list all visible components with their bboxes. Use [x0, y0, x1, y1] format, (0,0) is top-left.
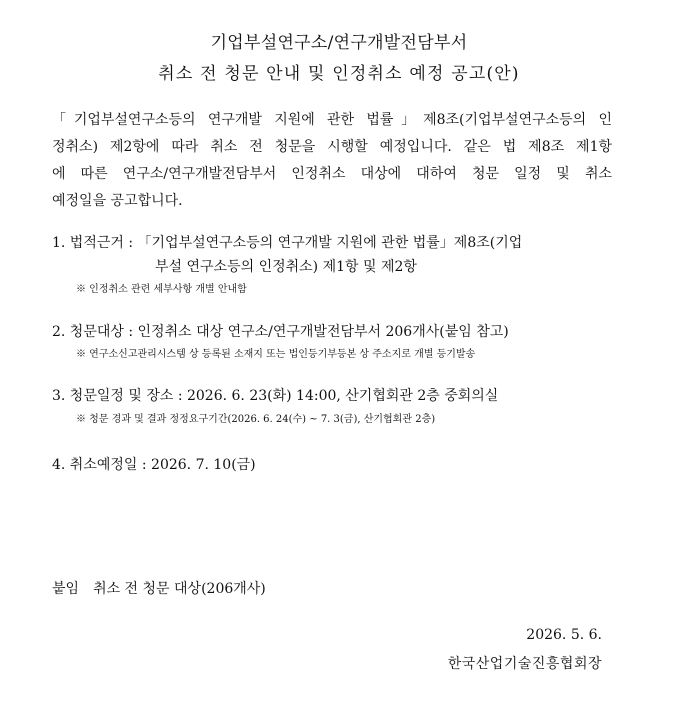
item-2-line-1: 2. 청문대상 : 인정취소 대상 연구소/연구개발전담부서 206개사(붙임 참고) — [52, 324, 509, 340]
intro-line-4: 예정일을 공고합니다. — [52, 193, 183, 209]
item-hearing-target — [52, 320, 509, 344]
item-1-line-2: 부설 연구소등의 인정취소) 제1항 및 제2항 — [155, 259, 417, 275]
item-cancellation-date — [52, 453, 256, 477]
item-4-line-1: 4. 취소예정일 : 2026. 7. 10(금) — [52, 457, 256, 473]
attachment-text: 취소 전 청문 대상(206개사) — [93, 581, 266, 597]
item-2-note: ※ 연구소신고관리시스템 상 등록된 소재지 또는 법인등기부등본 상 주소지로 개별 등기발송 — [76, 349, 476, 360]
issuer-name: 한국산업기술진흥협회장 — [447, 656, 602, 672]
intro-line-2: 정취소) 제2항에 따라 취소 전 청문을 시행할 예정입니다. 같은 법 제8조 제1항 — [52, 139, 612, 155]
intro-line-3: 에 따른 연구소/연구개발전담부서 인정취소 대상에 대하여 청문 일정 및 취소 — [52, 166, 612, 182]
attachment-label: 붙임 — [52, 581, 80, 597]
issue-date: 2026. 5. 6. — [526, 627, 602, 643]
item-1-note: ※ 인정취소 관련 세부사항 개별 안내함 — [76, 284, 247, 295]
document-title: 기업부설연구소/연구개발전담부서 — [210, 33, 468, 53]
item-3-note: ※ 청문 경과 및 결과 정정요구기간(2026. 6. 24(수) ~ 7. 3(금), 산기협회관 2층) — [76, 414, 436, 425]
attachment — [52, 578, 266, 598]
item-hearing-schedule — [52, 384, 498, 408]
document-subtitle: 취소 전 청문 안내 및 인정취소 예정 공고(안) — [158, 64, 520, 84]
intro-line-1: 「기업부설연구소등의 연구개발 지원에 관한 법률」제8조(기업부설연구소등의 인 — [52, 112, 612, 128]
item-3-line-1: 3. 청문일정 및 장소 : 2026. 6. 23(화) 14:00, 산기협회관 2층 중회의실 — [52, 388, 499, 404]
intro-paragraph — [52, 107, 612, 215]
item-1-line-1: 1. 법적근거 : 「기업부설연구소등의 연구개발 지원에 관한 법률」제8조(기업 — [52, 235, 523, 251]
item-legal-basis — [52, 231, 522, 279]
